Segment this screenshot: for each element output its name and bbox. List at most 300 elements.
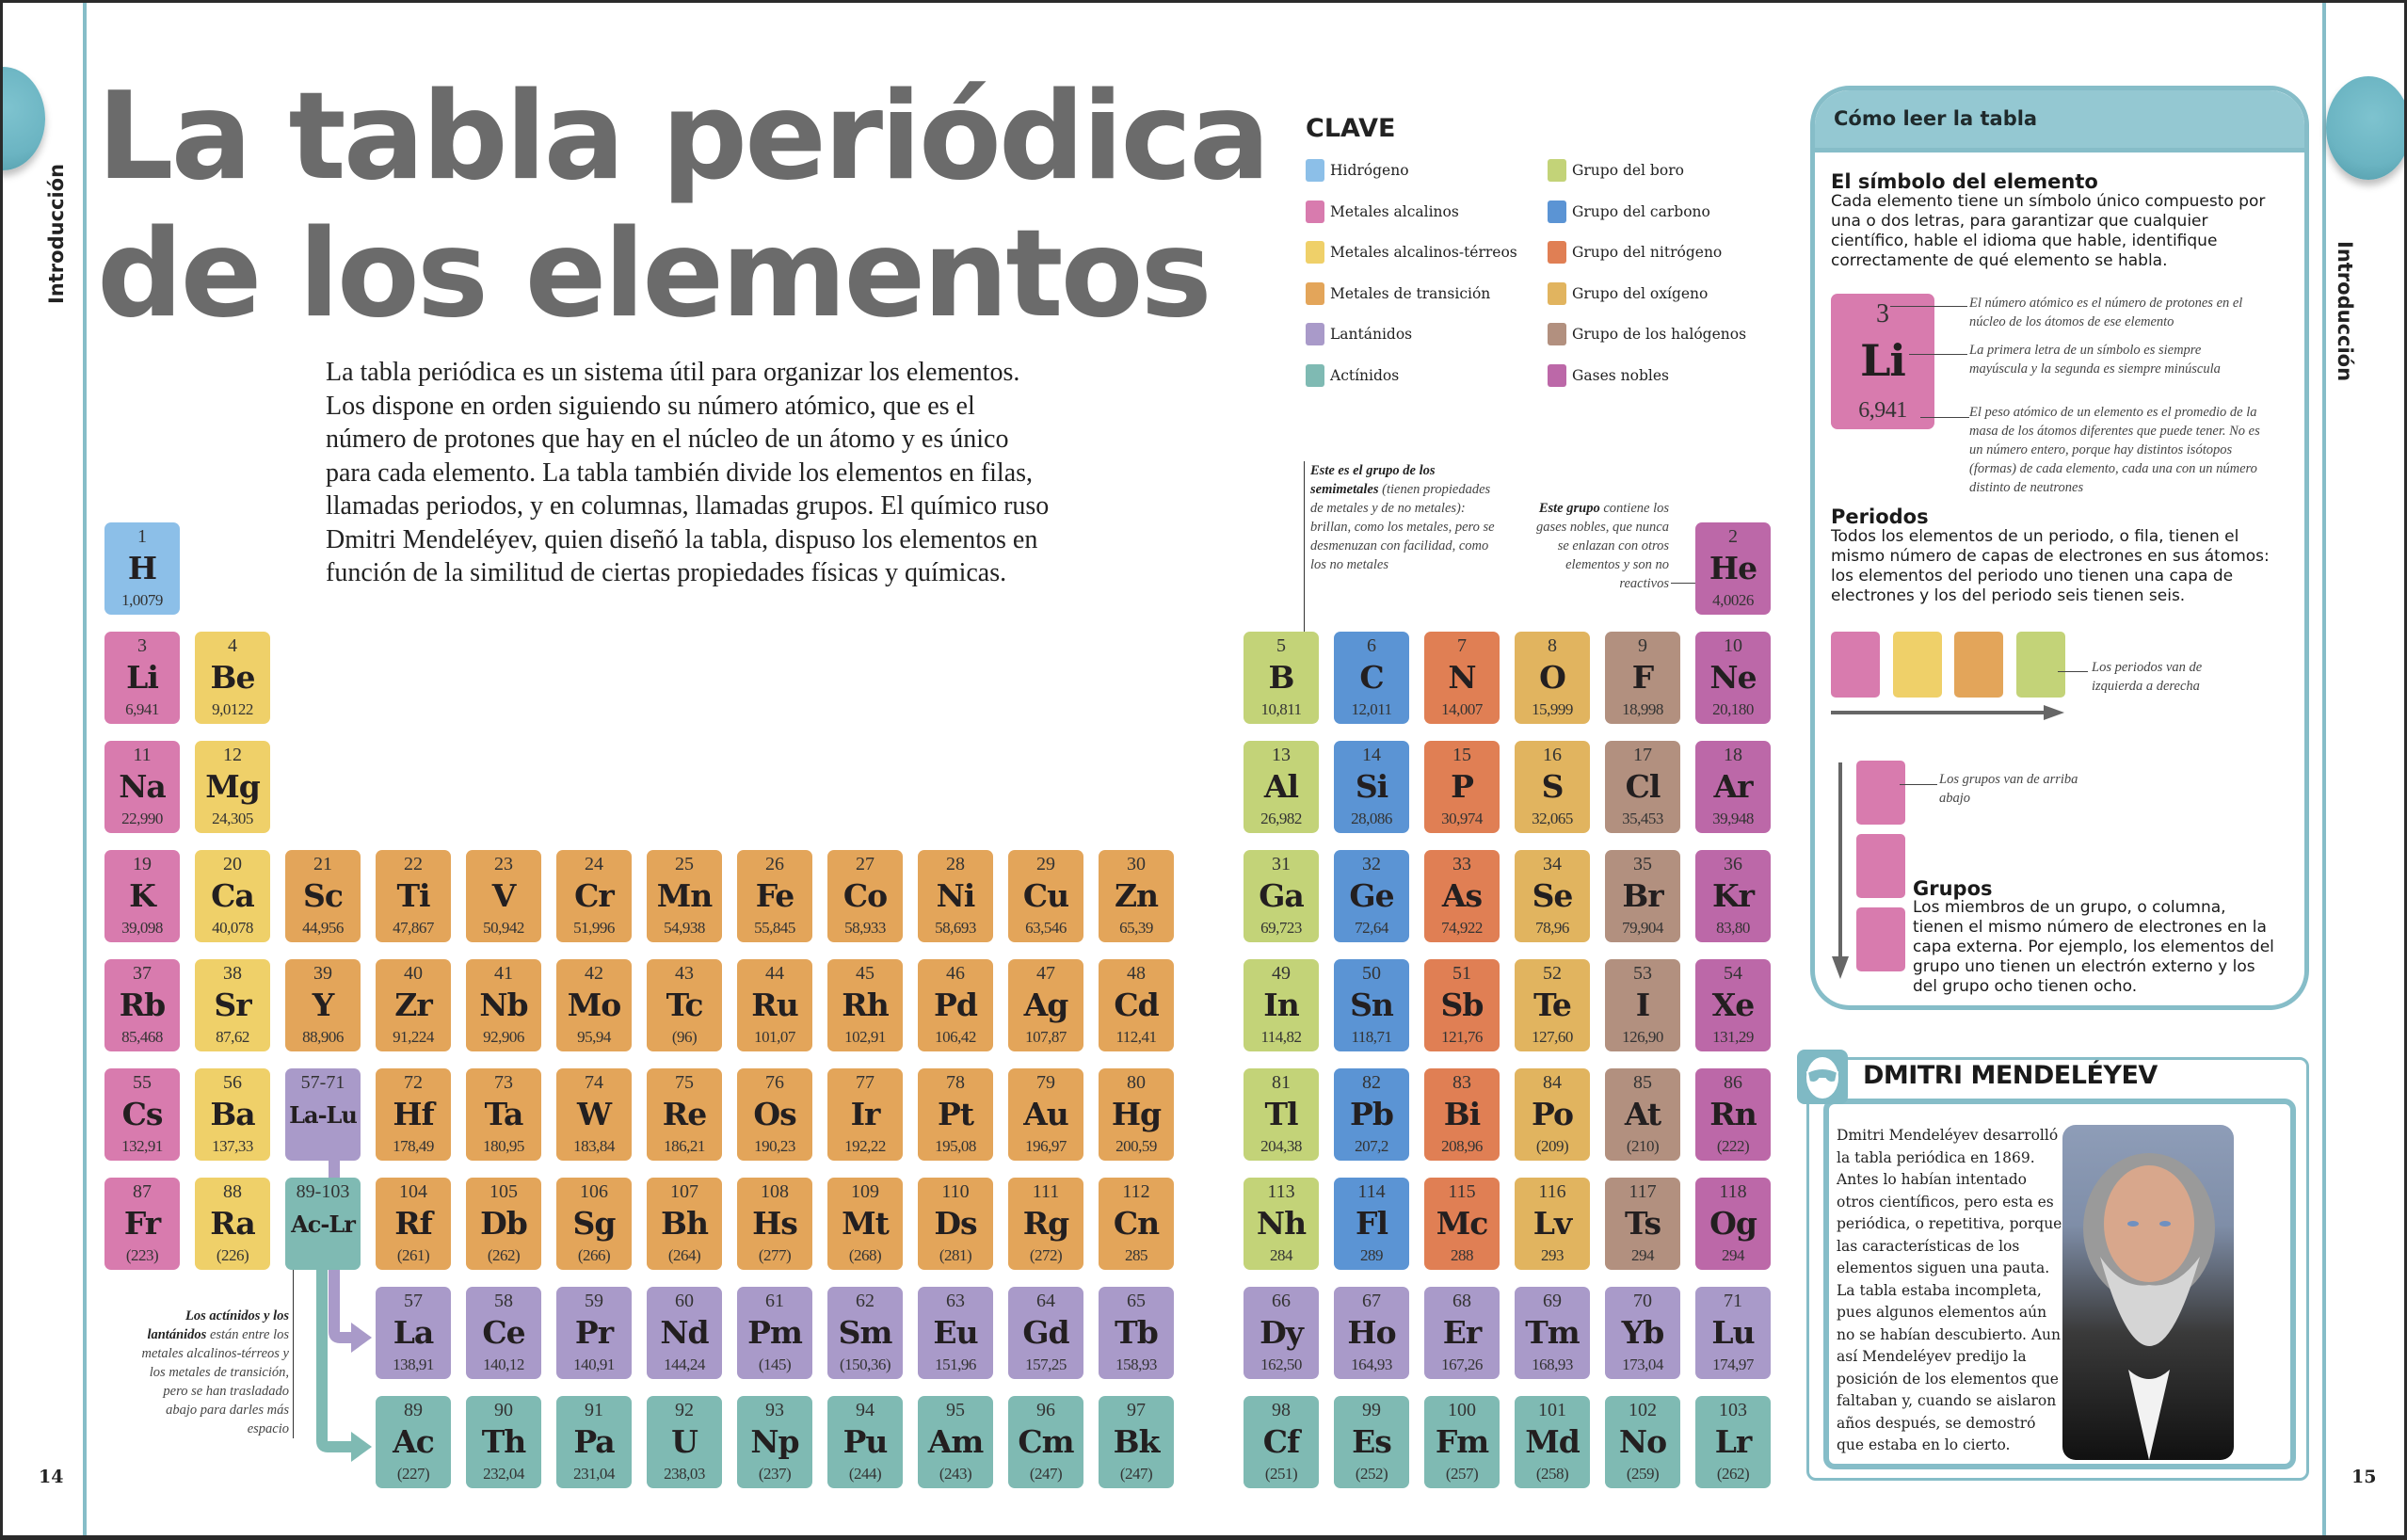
page-number-right: 15: [2351, 1467, 2377, 1487]
element-symbol: Eu: [933, 1314, 978, 1351]
noble-gases-note: Este grupo contiene los gases nobles, que nunca se enlazan con otros elementos y son no reactivos: [1536, 501, 1669, 591]
atomic-number: 43: [675, 963, 694, 984]
atomic-mass: (243): [939, 1465, 972, 1483]
atomic-number: 4: [228, 635, 237, 656]
element-tile: [647, 1178, 722, 1270]
element-tile: [737, 850, 812, 942]
atomic-number: 24: [585, 854, 603, 874]
element-tile: [918, 850, 993, 942]
element-symbol: Dy: [1260, 1314, 1303, 1351]
element-symbol: Rh: [842, 987, 889, 1023]
atomic-number: 22: [404, 854, 423, 874]
atomic-number: 50: [1362, 963, 1381, 984]
element-symbol: I: [1635, 987, 1650, 1023]
element-symbol: Tc: [666, 987, 703, 1023]
atomic-mass: 35,453: [1622, 810, 1663, 827]
element-symbol: Bi: [1443, 1096, 1481, 1132]
atomic-mass: 44,956: [302, 919, 344, 937]
element-symbol: H: [127, 550, 157, 586]
atomic-mass: 114,82: [1260, 1028, 1302, 1046]
bio-title: DMITRI MENDELÉYEV: [1863, 1061, 2158, 1090]
element-symbol: Ac-Lr: [291, 1211, 355, 1238]
atomic-mass: 24,305: [212, 810, 253, 827]
element-symbol: Ir: [850, 1096, 880, 1132]
element-tile: [1695, 1396, 1771, 1488]
element-symbol: Md: [1525, 1423, 1580, 1460]
atomic-mass: 92,906: [483, 1028, 524, 1046]
atomic-mass: 127,60: [1532, 1028, 1573, 1046]
element-tile: [1515, 632, 1590, 724]
element-tile: [1695, 1178, 1771, 1270]
element-tile: [1334, 959, 1409, 1051]
atomic-mass: (145): [758, 1356, 792, 1373]
element-symbol: Db: [480, 1205, 527, 1242]
element-tile: [737, 1287, 812, 1379]
atomic-number: 71: [1724, 1291, 1742, 1311]
atomic-number: 18: [1724, 745, 1742, 765]
atomic-number: 45: [856, 963, 875, 984]
atomic-mass: 131,29: [1712, 1028, 1754, 1046]
element-symbol: Tl: [1264, 1096, 1298, 1132]
atomic-number: 72: [404, 1072, 423, 1093]
atomic-mass: 20,180: [1712, 700, 1754, 718]
element-symbol: Bk: [1113, 1423, 1160, 1460]
symbol-leader: [1909, 354, 1967, 355]
element-symbol: Ag: [1023, 987, 1068, 1023]
element-symbol: Ho: [1347, 1314, 1396, 1351]
atomic-number: 80: [1127, 1072, 1146, 1093]
atomic-mass: 140,91: [573, 1356, 615, 1373]
atomic-number: 75: [675, 1072, 694, 1093]
atomic-number: 7: [1457, 635, 1467, 656]
element-tile: [827, 959, 903, 1051]
element-tile: [104, 522, 180, 615]
element-symbol: Cm: [1018, 1423, 1074, 1460]
element-symbol: Bh: [661, 1205, 708, 1242]
element-tile: [376, 1068, 451, 1161]
element-symbol: Rn: [1709, 1096, 1757, 1132]
element-symbol: Cu: [1022, 877, 1069, 914]
element-tile: [1605, 632, 1680, 724]
element-tile: [104, 741, 180, 833]
atomic-number: 25: [675, 854, 694, 874]
element-symbol: Pt: [937, 1096, 974, 1132]
atomic-number: 16: [1543, 745, 1562, 765]
atomic-number: 82: [1362, 1072, 1381, 1093]
element-tile: [1515, 1178, 1590, 1270]
legend-label: Grupo del boro: [1572, 162, 1684, 179]
atomic-mass: 22,990: [121, 810, 163, 827]
element-tile: [1244, 1178, 1319, 1270]
period-square-1: [1831, 632, 1880, 698]
element-symbol: Sg: [572, 1205, 616, 1242]
element-tile: [1424, 632, 1500, 724]
element-symbol: Sc: [303, 877, 343, 914]
element-symbol: Yb: [1621, 1314, 1664, 1351]
element-tile: [1424, 1287, 1500, 1379]
element-tile: [1424, 959, 1500, 1051]
groups-title: Grupos: [1913, 877, 1993, 900]
atomic-mass: 151,96: [935, 1356, 976, 1373]
atomic-number-leader: [1890, 306, 1967, 307]
atomic-mass: 4,0026: [1712, 591, 1754, 609]
atomic-number: 89: [404, 1400, 423, 1420]
element-tile: [1424, 1178, 1500, 1270]
atomic-number: 46: [946, 963, 965, 984]
element-symbol: Ac: [393, 1423, 434, 1460]
element-symbol: C: [1359, 659, 1384, 696]
how-to-read-header: Cómo leer la tabla: [1815, 90, 2304, 152]
atomic-number: 68: [1452, 1291, 1471, 1311]
atomic-mass: (226): [216, 1246, 249, 1264]
element-symbol: Sn: [1350, 987, 1393, 1023]
atomic-number: 6: [1367, 635, 1376, 656]
element-symbol: Np: [750, 1423, 799, 1460]
element-tile: [1334, 741, 1409, 833]
atomic-mass: 106,42: [935, 1028, 976, 1046]
element-tile: [195, 850, 270, 942]
element-symbol: Ru: [751, 987, 798, 1023]
element-tile: [376, 1396, 451, 1488]
atomic-number: 2: [1728, 526, 1738, 547]
element-symbol: Be: [210, 659, 255, 696]
element-symbol: Fm: [1435, 1423, 1489, 1460]
element-tile: [466, 1287, 541, 1379]
element-symbol: Rf: [394, 1205, 432, 1242]
atomic-mass: 186,21: [664, 1137, 705, 1155]
symbol-section-title: El símbolo del elemento: [1831, 170, 2098, 193]
element-tile: [918, 1396, 993, 1488]
atomic-number: 47: [1036, 963, 1055, 984]
element-symbol: Mt: [842, 1205, 889, 1242]
groups-annotation: Los grupos van de arriba abajo: [1939, 772, 2078, 806]
atomic-number: 86: [1724, 1072, 1742, 1093]
atomic-number: 54: [1724, 963, 1742, 984]
element-tile: [1099, 1287, 1174, 1379]
groups-arrow-icon: [1831, 762, 1850, 988]
element-tile: [1334, 1068, 1409, 1161]
atomic-mass: 6,941: [125, 700, 159, 718]
element-tile: [1695, 1287, 1771, 1379]
legend-label: Lantánidos: [1330, 326, 1413, 343]
element-tile: [918, 959, 993, 1051]
atomic-number: 14: [1362, 745, 1381, 765]
atomic-number: 63: [946, 1291, 965, 1311]
element-symbol: Pb: [1350, 1096, 1393, 1132]
atomic-mass: 14,007: [1441, 700, 1483, 718]
element-tile: [1099, 1396, 1174, 1488]
element-tile: [1244, 1396, 1319, 1488]
atomic-mass: 39,948: [1712, 810, 1754, 827]
atomic-mass: 190,23: [754, 1137, 795, 1155]
atomic-number: 112: [1122, 1181, 1150, 1202]
element-symbol: Ba: [210, 1096, 255, 1132]
element-symbol: Th: [481, 1423, 526, 1460]
element-symbol: La-Lu: [289, 1101, 357, 1129]
atomic-number: 51: [1452, 963, 1471, 984]
atomic-mass: (258): [1535, 1465, 1569, 1483]
atomic-mass: 54,938: [664, 919, 705, 937]
element-symbol: Tb: [1115, 1314, 1158, 1351]
atomic-mass: (261): [396, 1246, 430, 1264]
atomic-mass: 173,04: [1622, 1356, 1663, 1373]
atomic-number: 29: [1036, 854, 1055, 874]
fblock-note: Los actínidos y los lantánidos están entre los metales alcalinos-térreos y los metales de transición, pero se han trasladado abajo para darles más espacio: [141, 1308, 289, 1436]
atomic-number: 32: [1362, 854, 1381, 874]
atomic-mass: (257): [1445, 1465, 1479, 1483]
legend-label: Hidrógeno: [1330, 162, 1409, 179]
legend-label: Grupo del nitrógeno: [1572, 244, 1723, 261]
element-tile: [104, 1068, 180, 1161]
periods-annotation: Los periodos van de izquierda a derecha: [2092, 660, 2203, 694]
atomic-number: 67: [1362, 1291, 1381, 1311]
element-symbol: Nh: [1256, 1205, 1307, 1242]
atomic-mass: (96): [671, 1028, 698, 1046]
element-tile: [1515, 1068, 1590, 1161]
atomic-number: 99: [1362, 1400, 1381, 1420]
element-symbol: Pu: [842, 1423, 888, 1460]
atomic-number: 26: [765, 854, 784, 874]
element-tile: [737, 1178, 812, 1270]
atomic-mass: 88,906: [302, 1028, 344, 1046]
element-tile: [556, 850, 632, 942]
element-tile: [195, 632, 270, 724]
element-tile: [1605, 1178, 1680, 1270]
atomic-mass: (237): [758, 1465, 792, 1483]
element-tile: [104, 632, 180, 724]
atomic-number: 84: [1543, 1072, 1562, 1093]
atomic-mass: 138,91: [393, 1356, 434, 1373]
atomic-mass: 294: [1631, 1246, 1654, 1264]
element-symbol: Br: [1622, 877, 1663, 914]
atomic-mass: 12,011: [1351, 700, 1392, 718]
atomic-mass: 107,87: [1025, 1028, 1067, 1046]
atomic-mass: (281): [939, 1246, 972, 1264]
element-tile: [1334, 1396, 1409, 1488]
atomic-mass: 167,26: [1441, 1356, 1483, 1373]
group-square-2: [1856, 834, 1905, 898]
periods-leader: [2058, 671, 2088, 672]
element-tile: [1424, 1068, 1500, 1161]
element-symbol: Mo: [567, 987, 621, 1023]
atomic-mass: 231,04: [573, 1465, 615, 1483]
element-symbol: Sm: [838, 1314, 892, 1351]
mass-leader: [1920, 417, 1969, 418]
atomic-mass: 288: [1451, 1246, 1473, 1264]
atomic-mass: (209): [1535, 1137, 1569, 1155]
atomic-mass: 207,2: [1355, 1137, 1388, 1155]
element-tile: [1008, 850, 1083, 942]
element-symbol: As: [1441, 877, 1483, 914]
atomic-mass: (244): [848, 1465, 882, 1483]
atomic-number: 103: [1719, 1400, 1747, 1420]
element-symbol: Pd: [934, 987, 977, 1023]
atomic-mass: 294: [1722, 1246, 1744, 1264]
element-tile: [1605, 1396, 1680, 1488]
atomic-mass: 101,07: [754, 1028, 795, 1046]
mendeleyev-portrait: [2062, 1125, 2234, 1460]
element-tile: [1605, 850, 1680, 942]
atomic-mass: 78,96: [1535, 919, 1569, 937]
groups-leader: [1900, 784, 1937, 785]
atomic-number: 21: [313, 854, 332, 874]
element-tile: [285, 850, 361, 942]
element-symbol: Cf: [1262, 1423, 1300, 1460]
element-symbol: No: [1618, 1423, 1667, 1460]
element-symbol: Lu: [1711, 1314, 1755, 1351]
element-tile: [1008, 1287, 1083, 1379]
atomic-number: 55: [133, 1072, 152, 1093]
periods-arrow-icon: [1831, 704, 2076, 723]
element-symbol: Es: [1352, 1423, 1391, 1460]
atomic-number: 65: [1127, 1291, 1146, 1311]
element-symbol: Si: [1355, 768, 1388, 805]
atomic-mass: 15,999: [1532, 700, 1573, 718]
element-symbol: Kr: [1711, 877, 1755, 914]
element-tile: [1244, 741, 1319, 833]
title-line-2: de los elementos: [97, 204, 1210, 345]
atomic-mass: 195,08: [935, 1137, 976, 1155]
element-tile: [1008, 959, 1083, 1051]
atomic-number: 109: [851, 1181, 879, 1202]
atomic-mass: 238,03: [664, 1465, 705, 1483]
element-tile: [104, 1178, 180, 1270]
element-tile: [466, 1068, 541, 1161]
atomic-number: 49: [1272, 963, 1291, 984]
atomic-mass: 168,93: [1532, 1356, 1573, 1373]
atomic-number: 39: [313, 963, 332, 984]
element-symbol: Fr: [123, 1205, 161, 1242]
element-tile: [1695, 741, 1771, 833]
element-symbol: Os: [753, 1096, 796, 1132]
atomic-mass: 118,71: [1351, 1028, 1392, 1046]
atomic-number: 96: [1036, 1400, 1055, 1420]
atomic-number: 8: [1548, 635, 1557, 656]
element-symbol: Hg: [1111, 1096, 1162, 1132]
legend-label: Metales alcalinos: [1330, 202, 1459, 220]
atomic-mass: 55,845: [754, 919, 795, 937]
element-symbol: Mc: [1436, 1205, 1488, 1242]
element-tile: [1008, 1068, 1083, 1161]
element-symbol: Hf: [393, 1096, 434, 1132]
atomic-mass: 63,546: [1025, 919, 1067, 937]
atomic-mass: 293: [1541, 1246, 1564, 1264]
symbol-section-text: Cada elemento tiene un símbolo único compuesto por una o dos letras, para garantizar que cualquier científico, hable el idioma que hable, identifique correctamente de qué elemento se habla.: [1831, 192, 2266, 270]
element-range-tile: [285, 1068, 361, 1161]
element-symbol: Nb: [479, 987, 528, 1023]
atomic-mass: 208,96: [1441, 1137, 1483, 1155]
element-tile: [1008, 1178, 1083, 1270]
atomic-mass: 30,974: [1441, 810, 1483, 827]
atomic-mass: 65,39: [1119, 919, 1153, 937]
atomic-number: 113: [1267, 1181, 1295, 1202]
atomic-mass: 40,078: [212, 919, 253, 937]
atomic-number: 66: [1272, 1291, 1291, 1311]
element-tile: [556, 1068, 632, 1161]
atomic-number: 37: [133, 963, 152, 984]
element-tile: [1515, 741, 1590, 833]
atomic-number: 118: [1719, 1181, 1747, 1202]
atomic-number: 59: [585, 1291, 603, 1311]
element-tile: [737, 1396, 812, 1488]
atomic-number: 76: [765, 1072, 784, 1093]
section-label-right: Introducción: [2334, 241, 2356, 382]
atomic-mass: 112,41: [1115, 1028, 1157, 1046]
legend-label: Metales de transición: [1330, 284, 1491, 302]
element-tile: [647, 850, 722, 942]
atomic-mass: 285: [1125, 1246, 1147, 1264]
atomic-mass: 58,693: [935, 919, 976, 937]
element-tile: [1334, 1287, 1409, 1379]
atomic-mass: 126,90: [1622, 1028, 1663, 1046]
atomic-number: 60: [675, 1291, 694, 1311]
atomic-number: 116: [1538, 1181, 1566, 1202]
atomic-mass: 284: [1270, 1246, 1292, 1264]
element-tile: [1244, 1068, 1319, 1161]
element-symbol: Zr: [394, 987, 432, 1023]
element-symbol: Ta: [484, 1096, 523, 1132]
element-tile: [104, 959, 180, 1051]
element-symbol: Re: [662, 1096, 707, 1132]
element-symbol: Ds: [934, 1205, 977, 1242]
atomic-number: 11: [133, 745, 152, 765]
atomic-mass: (150,36): [839, 1356, 891, 1373]
element-tile: [1695, 850, 1771, 942]
element-tile: [918, 1178, 993, 1270]
atomic-mass: (251): [1264, 1465, 1298, 1483]
example-element-tile: 3 Li 6,941: [1831, 294, 1934, 429]
group-square-1: [1856, 761, 1905, 825]
atomic-number: 105: [489, 1181, 518, 1202]
atomic-number: 5: [1276, 635, 1286, 656]
element-tile: [1244, 959, 1319, 1051]
legend-label: Metales alcalinos-térreos: [1330, 244, 1517, 261]
title-line-1: La tabla periódica: [97, 67, 1268, 207]
symbol-annotation: La primera letra de un símbolo es siempre mayúscula y la segunda es siempre minúscula: [1969, 343, 2221, 377]
element-symbol: He: [1709, 550, 1757, 586]
element-symbol: Ni: [936, 877, 975, 914]
element-tile: [466, 850, 541, 942]
element-symbol: Ge: [1349, 877, 1394, 914]
atomic-number: 62: [856, 1291, 875, 1311]
atomic-mass: (247): [1119, 1465, 1153, 1483]
atomic-mass: 144,24: [664, 1356, 705, 1373]
atomic-mass: 158,93: [1115, 1356, 1157, 1373]
periods-title: Periodos: [1831, 505, 1929, 528]
element-symbol: Po: [1532, 1096, 1573, 1132]
element-symbol: Ce: [482, 1314, 525, 1351]
groups-text: Los miembros de un grupo, o columna, tienen el mismo número de electrones en la capa externa. Por ejemplo, los elementos del grupo uno tienen un electrón externo y los del grupo ocho tienen ocho.: [1913, 898, 2274, 996]
atomic-number-annotation: El número atómico es el número de protones en el núcleo de los átomos de ese elemento: [1969, 296, 2243, 329]
element-tile: [1515, 1287, 1590, 1379]
atomic-mass: 196,97: [1025, 1137, 1067, 1155]
how-to-read-panel: [1810, 86, 2309, 1010]
element-tile: [1605, 741, 1680, 833]
atomic-number: 52: [1543, 963, 1562, 984]
element-symbol: Y: [312, 987, 334, 1023]
atomic-mass: 87,62: [216, 1028, 249, 1046]
element-symbol: B: [1268, 659, 1294, 696]
element-symbol: S: [1541, 768, 1564, 805]
element-symbol: Mn: [656, 877, 713, 914]
periods-text: Todos los elementos de un periodo, o fila, tienen el mismo número de capas de electrones en sus átomos: los elementos del periodo uno tienen una capa de electrones y los del periodo seis tienen seis.: [1831, 527, 2270, 605]
atomic-mass: 72,64: [1355, 919, 1388, 937]
element-symbol: Na: [119, 768, 166, 805]
atomic-mass: 83,80: [1716, 919, 1750, 937]
element-tile: [827, 1178, 903, 1270]
element-tile: [918, 1287, 993, 1379]
element-symbol: Tm: [1525, 1314, 1580, 1351]
